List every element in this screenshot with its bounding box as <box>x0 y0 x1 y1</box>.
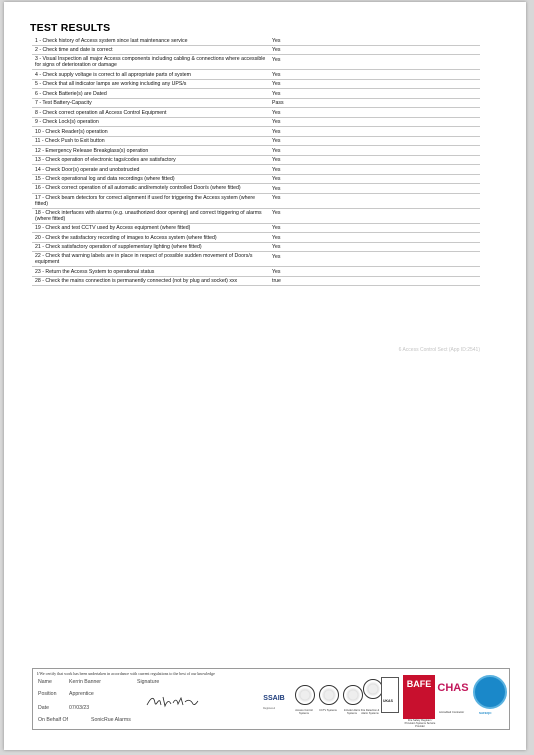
result-row <box>32 70 480 80</box>
safecontractor-logo-icon <box>473 675 507 709</box>
result-row <box>32 165 480 175</box>
result-row <box>32 137 480 147</box>
accreditation-logos <box>259 671 507 727</box>
check-result: Yes <box>272 109 281 116</box>
seal-label: Fire Detection & Alarm Systems <box>360 709 380 715</box>
result-row <box>32 252 480 267</box>
document-page <box>4 2 526 750</box>
date-value: 07/03/23 <box>69 705 90 711</box>
check-item: 11 - Check Push to Exit button <box>35 138 105 144</box>
check-result: Yes <box>272 253 281 260</box>
result-row <box>32 224 480 234</box>
check-result: Yes <box>272 166 281 173</box>
check-item: 14 - Check Door(s) operate and unobstructed <box>35 166 140 173</box>
check-item: 19 - Check and test CCTV used by Access equipment (where fitted) <box>35 225 191 231</box>
result-row <box>32 55 480 70</box>
result-row <box>32 99 480 109</box>
result-row <box>32 156 480 166</box>
fire-seal-icon <box>363 679 383 699</box>
check-result: Yes <box>272 147 281 154</box>
check-item: 2 - Check time and date is correct <box>35 47 113 53</box>
chas-logo: CHAS <box>437 682 469 694</box>
chas-sublabel: Accredited Contractor <box>439 711 465 714</box>
check-result: Yes <box>272 234 281 241</box>
check-item: 1 - Check history of Access system since last maintenance service <box>35 37 188 44</box>
check-item: 15 - Check operational log and data recordings (where fitted) <box>35 176 175 182</box>
on-behalf-label: On Behalf Of <box>38 717 68 723</box>
check-result: Yes <box>272 56 281 63</box>
result-row <box>32 36 480 46</box>
check-result: Yes <box>272 90 281 97</box>
ukas-logo-icon <box>381 677 399 713</box>
check-result: Yes <box>272 225 281 231</box>
results-table <box>32 36 480 353</box>
check-item: 10 - Check Reader(s) operation <box>35 128 108 135</box>
check-result: Pass <box>272 100 284 106</box>
check-item: 5 - Check that all indicator lamps are working including any UPS/s <box>35 81 187 87</box>
check-result: Yes <box>272 37 281 44</box>
result-row <box>32 277 480 287</box>
check-result: Yes <box>272 268 281 275</box>
result-row <box>32 146 480 156</box>
signature-label: Signature <box>137 679 160 685</box>
check-item: 12 - Emergency Release Breakglass(s) operation <box>35 147 149 154</box>
check-result: Yes <box>272 71 281 78</box>
signature-icon <box>145 693 199 709</box>
result-row <box>32 108 480 118</box>
check-item: 22 - Check that warning labels are in place in respect of possible sudden movement of Doors/s equipment <box>35 253 253 265</box>
check-result: Yes <box>272 185 281 192</box>
check-item: 16 - Check correct operation of all automatic and/remotely controlled Door/s (where fitted) <box>35 185 241 191</box>
check-item: 23 - Return the Access System to operational status <box>35 268 155 275</box>
check-item: 21 - Check satisfactory operation of supplementary lighting (where fitted) <box>35 244 202 250</box>
intruder-seal-icon <box>343 685 363 705</box>
page-title: TEST RESULTS <box>30 22 111 34</box>
ssaib-sublabel: Registered <box>263 707 276 710</box>
result-row <box>32 233 480 243</box>
position-label: Position <box>38 691 57 697</box>
sign-off-panel <box>32 668 510 730</box>
check-item: 28 - Check the mains connection is permanently connected (not by plug and socket) xxx <box>35 277 238 284</box>
on-behalf-value: SonicRue Alarms <box>91 717 131 723</box>
result-row <box>32 80 480 90</box>
check-item: 8 - Check correct operation all Access Control Equipment <box>35 109 167 116</box>
check-result: Yes <box>272 195 281 201</box>
name-value: Kerrin Banner <box>69 679 102 685</box>
bafe-sublabel: Fire Safety Register / Provision Systems Service Provider <box>404 719 436 728</box>
check-item: 18 - Check interfaces with alarms (e.g. unauthorized door opening) and correct triggering of alarms (where fitted) <box>35 209 262 222</box>
check-item: 9 - Check Lock(s) operation <box>35 119 99 125</box>
result-row <box>32 209 480 224</box>
check-item: 6 - Check Batterie(s) are Dated <box>35 90 107 97</box>
result-row <box>32 175 480 185</box>
cctv-seal-icon <box>319 685 339 705</box>
result-row <box>32 89 480 99</box>
result-row <box>32 184 480 194</box>
check-result: Yes <box>272 128 281 135</box>
ssaib-logo: SSAIB <box>263 695 285 702</box>
check-item: 17 - Check beam detectors for correct alignment if used for triggering the Access system (where fitted) <box>35 194 255 207</box>
bafe-logo: BAFE <box>403 675 435 719</box>
check-result: true <box>272 278 281 284</box>
check-item: 13 - Check operation of electronic tags/codes are satisfactory <box>35 157 176 163</box>
section-reference: 6 Access Control Sect (App ID:2541) <box>398 347 480 353</box>
seal-label: CCTV Systems <box>319 709 337 712</box>
check-result: Yes <box>272 81 281 87</box>
check-result: Yes <box>272 157 281 163</box>
check-result: Yes <box>272 244 281 250</box>
check-item: 4 - Check supply voltage is correct to all appropriate parts of system <box>35 71 191 78</box>
seal-label: Access Control Systems <box>295 709 313 715</box>
ukas-label: UKAS <box>383 699 393 703</box>
certification-text: I/We certify that work has been undertaken in accordance with current regulations to the best of our knowledge <box>37 671 215 676</box>
check-result: Yes <box>272 138 281 144</box>
check-item: 3 - Visual Inspection all major Access components including cabling & connections where accessible for signs of deterioration or damage <box>35 56 266 68</box>
check-result: Yes <box>272 176 281 182</box>
position-value: Apprentice <box>69 691 94 697</box>
date-label: Date <box>38 705 49 711</box>
result-row <box>32 267 480 277</box>
check-result: Yes <box>272 47 281 53</box>
check-result: Yes <box>272 210 281 216</box>
safe-label: SAFEQC <box>479 711 492 715</box>
result-row <box>32 243 480 253</box>
seal-label: Intruder Alarm Systems <box>343 709 361 715</box>
result-row <box>32 127 480 137</box>
check-result: Yes <box>272 119 281 125</box>
result-row <box>32 194 480 209</box>
check-item: 7 - Test Battery-Capacity <box>35 100 92 106</box>
name-label: Name <box>38 679 52 685</box>
check-item: 20 - Check the satisfactory recording of images to Access system (where fitted) <box>35 234 217 241</box>
result-row <box>32 46 480 56</box>
access-seal-icon <box>295 685 315 705</box>
result-row <box>32 118 480 128</box>
